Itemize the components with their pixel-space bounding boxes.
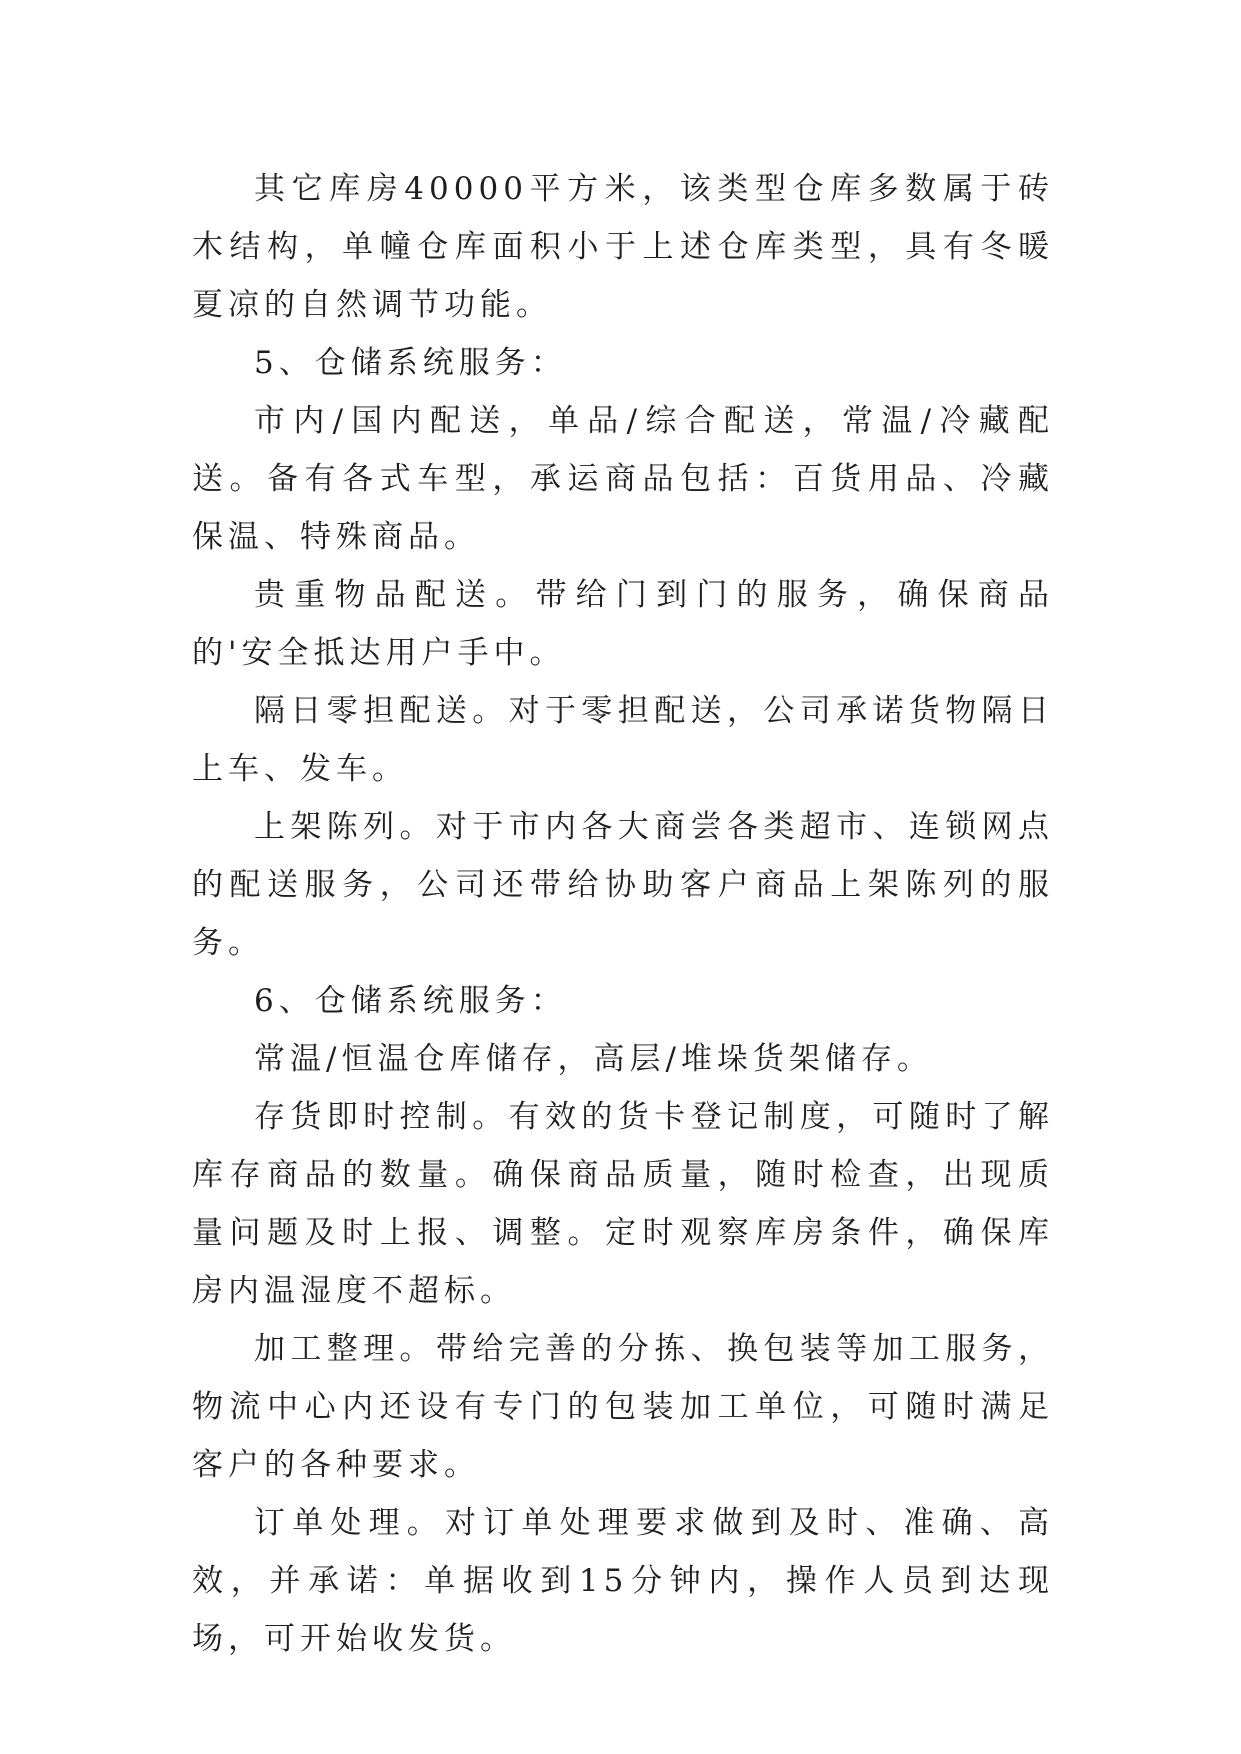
paragraph-distribution: 市内/国内配送，单品/综合配送，常温/冷藏配送。备有各式车型，承运商品包括：百货用品、冷藏保温、特殊商品。 <box>192 403 1054 555</box>
paragraph-processing: 加工整理。带给完善的分拣、换包装等加工服务，物流中心内还设有专门的包装加工单位，可随时满足客户的各种要求。 <box>192 1331 1054 1483</box>
paragraph-next-day-delivery: 隔日零担配送。对于零担配送，公司承诺货物隔日上车、发车。 <box>192 693 1054 787</box>
paragraph-order-processing: 订单处理。对订单处理要求做到及时、准确、高效，并承诺：单据收到15分钟内，操作人员到达现场，可开始收发货。 <box>192 1505 1054 1657</box>
heading-storage-service-6: 6、仓储系统服务： <box>254 983 567 1019</box>
paragraph-inventory-control: 存货即时控制。有效的货卡登记制度，可随时了解库存商品的数量。确保商品质量，随时检查，出现质量问题及时上报、调整。定时观察库房条件，确保库房内温湿度不超标。 <box>192 1099 1054 1309</box>
heading-storage-service-5: 5、仓储系统服务： <box>254 345 567 381</box>
document-body <box>192 160 1054 1668</box>
paragraph-other-warehouses: 其它库房40000平方米，该类型仓库多数属于砖木结构，单幢仓库面积小于上述仓库类型，具有冬暖夏凉的自然调节功能。 <box>192 171 1054 323</box>
paragraph-valuables-delivery: 贵重物品配送。带给门到门的服务，确保商品的'安全抵达用户手中。 <box>192 577 1054 671</box>
paragraph-shelf-display: 上架陈列。对于市内各大商尝各类超市、连锁网点的配送服务，公司还带给协助客户商品上架陈列的服务。 <box>192 809 1054 961</box>
paragraph-storage-types: 常温/恒温仓库储存，高层/堆垛货架储存。 <box>254 1041 933 1077</box>
